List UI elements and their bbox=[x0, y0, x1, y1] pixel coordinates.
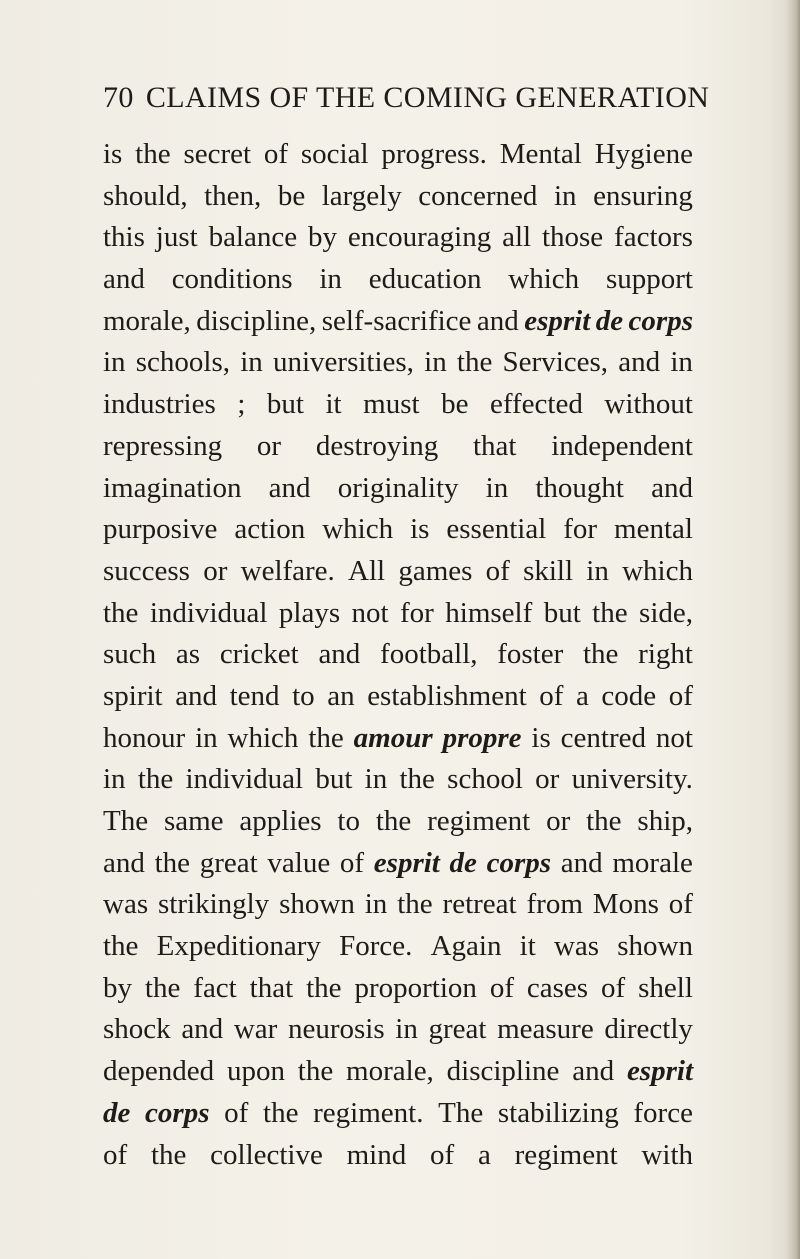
word: conditions bbox=[171, 263, 293, 296]
word: The bbox=[438, 1096, 484, 1129]
word: is bbox=[531, 721, 551, 754]
text-line bbox=[103, 926, 693, 968]
word: Hygiene bbox=[594, 138, 693, 170]
word: foster bbox=[497, 638, 564, 671]
word: mental bbox=[614, 513, 693, 546]
word: the bbox=[399, 763, 435, 796]
word: in bbox=[240, 346, 263, 379]
word: ensuring bbox=[593, 179, 693, 212]
word: and bbox=[268, 471, 311, 504]
text-line bbox=[103, 884, 693, 926]
text-line bbox=[103, 259, 693, 301]
word: effected bbox=[490, 388, 583, 421]
text-line bbox=[103, 134, 693, 176]
word: the bbox=[135, 138, 171, 170]
word: this bbox=[103, 221, 145, 254]
word: the bbox=[456, 346, 493, 379]
word: not bbox=[351, 596, 389, 629]
word: was bbox=[553, 930, 600, 963]
word: it bbox=[325, 388, 342, 421]
word: and bbox=[103, 846, 145, 879]
word: and bbox=[651, 471, 693, 504]
word: an bbox=[327, 679, 355, 712]
word: in bbox=[195, 721, 218, 754]
word: and bbox=[560, 846, 603, 879]
text-line bbox=[103, 176, 693, 218]
word: be bbox=[441, 388, 469, 421]
word: should, bbox=[103, 179, 188, 212]
word: imagination bbox=[103, 471, 242, 504]
page-edge-shadow bbox=[786, 0, 800, 1259]
word: same bbox=[163, 805, 224, 837]
word: Again bbox=[430, 930, 502, 963]
italic-word: corps bbox=[628, 304, 693, 337]
text-line bbox=[103, 551, 693, 593]
word: is bbox=[410, 513, 430, 546]
word: and bbox=[618, 346, 661, 379]
word: right bbox=[638, 638, 693, 671]
word: the bbox=[137, 763, 174, 796]
word: originality bbox=[337, 471, 459, 504]
word: for bbox=[563, 513, 598, 546]
word: ship, bbox=[637, 805, 693, 837]
word: and bbox=[175, 679, 218, 712]
word: shown bbox=[279, 888, 355, 921]
text-line bbox=[103, 759, 693, 801]
word: in bbox=[670, 346, 693, 379]
word: action bbox=[234, 513, 306, 546]
word: cases bbox=[526, 971, 589, 1004]
word: the bbox=[397, 888, 433, 921]
word: in bbox=[553, 179, 577, 212]
text-line bbox=[103, 342, 693, 384]
italic-word: esprit bbox=[626, 1055, 693, 1088]
word: destroying bbox=[315, 429, 439, 462]
word: shown bbox=[617, 930, 693, 963]
word: the bbox=[306, 971, 342, 1004]
text-line bbox=[103, 509, 693, 551]
word: or bbox=[203, 554, 228, 587]
word: purposive bbox=[103, 513, 218, 546]
word: regiment. bbox=[313, 1096, 424, 1129]
word: factors bbox=[614, 221, 693, 254]
word: in bbox=[103, 763, 126, 796]
word: of bbox=[485, 554, 510, 587]
word: encouraging bbox=[347, 221, 492, 254]
word: the bbox=[103, 596, 139, 629]
word: Services, bbox=[502, 346, 609, 379]
word: of bbox=[430, 1138, 455, 1171]
word: war bbox=[233, 1013, 278, 1046]
word: for bbox=[400, 596, 434, 629]
word: cricket bbox=[219, 638, 299, 671]
word: in bbox=[319, 263, 342, 296]
word: morale, bbox=[346, 1055, 434, 1088]
word: or bbox=[546, 805, 571, 837]
word: stabilizing bbox=[497, 1096, 619, 1129]
word: universities, bbox=[272, 346, 414, 379]
word: the bbox=[586, 805, 622, 837]
word: value bbox=[267, 846, 331, 879]
word: proportion bbox=[354, 971, 477, 1004]
word: code bbox=[601, 679, 657, 712]
word: morale, bbox=[103, 304, 191, 337]
word: The bbox=[103, 805, 149, 837]
text-line bbox=[103, 718, 693, 760]
word: independent bbox=[551, 429, 693, 462]
word: just bbox=[155, 221, 198, 254]
text-line bbox=[103, 1009, 693, 1051]
word: the bbox=[150, 1138, 187, 1171]
word: All bbox=[348, 554, 386, 587]
word: Mons bbox=[592, 888, 659, 921]
word: in bbox=[395, 1013, 418, 1046]
word: success bbox=[103, 554, 190, 587]
word: Force. bbox=[339, 930, 413, 963]
word: depended bbox=[103, 1055, 215, 1088]
word: in bbox=[586, 554, 609, 587]
page-number: 70 bbox=[103, 81, 134, 114]
word: it bbox=[519, 930, 536, 963]
text-line bbox=[103, 1135, 693, 1177]
word: the bbox=[297, 1055, 334, 1088]
italic-word: de bbox=[103, 1096, 131, 1129]
word: applies bbox=[239, 805, 322, 837]
word: football, bbox=[380, 638, 478, 671]
word: not bbox=[655, 721, 693, 754]
word: by bbox=[307, 221, 337, 254]
italic-word: propre bbox=[442, 721, 522, 754]
word: must bbox=[363, 388, 420, 421]
word: welfare. bbox=[240, 554, 335, 587]
text-line bbox=[103, 593, 693, 635]
word: to bbox=[337, 805, 360, 837]
word: or bbox=[535, 763, 560, 796]
word: which bbox=[322, 513, 394, 546]
word: and bbox=[181, 1013, 224, 1046]
word: was bbox=[103, 888, 149, 921]
word: of bbox=[539, 679, 564, 712]
word: thought bbox=[535, 471, 624, 504]
word: the bbox=[375, 805, 412, 837]
word: and bbox=[476, 304, 519, 337]
word: schools, bbox=[135, 346, 231, 379]
text-line bbox=[103, 801, 693, 843]
word: that bbox=[249, 971, 294, 1004]
word: to bbox=[292, 679, 315, 712]
word: retreat bbox=[442, 888, 517, 921]
word: university. bbox=[571, 763, 693, 796]
word: upon bbox=[226, 1055, 285, 1088]
word: shock bbox=[103, 1013, 171, 1046]
word: or bbox=[256, 429, 282, 462]
word: Mental bbox=[499, 138, 582, 170]
word: as bbox=[175, 638, 201, 671]
word: neurosis bbox=[287, 1013, 385, 1046]
italic-word: de bbox=[595, 304, 624, 337]
italic-word: esprit bbox=[373, 846, 440, 879]
word: of bbox=[668, 888, 693, 921]
text-line bbox=[103, 384, 693, 426]
word: spirit bbox=[103, 679, 163, 712]
italic-word: amour bbox=[353, 721, 433, 754]
word: great bbox=[199, 846, 258, 879]
word: side, bbox=[639, 596, 693, 629]
word: that bbox=[473, 429, 517, 462]
word: plays bbox=[278, 596, 341, 629]
word: such bbox=[103, 638, 157, 671]
word: the bbox=[154, 846, 191, 879]
word: centred bbox=[560, 721, 647, 754]
word: largely bbox=[321, 179, 402, 212]
text-line bbox=[103, 676, 693, 718]
body-text bbox=[103, 134, 693, 1176]
word: measure bbox=[497, 1013, 594, 1046]
word: discipline, bbox=[196, 304, 317, 337]
word: games bbox=[398, 554, 473, 587]
word: of bbox=[103, 1138, 128, 1171]
word: shell bbox=[638, 971, 693, 1004]
word: mind bbox=[346, 1138, 407, 1171]
word: and bbox=[572, 1055, 615, 1088]
word: without bbox=[604, 388, 693, 421]
word: which bbox=[622, 554, 693, 587]
word: then, bbox=[204, 179, 262, 212]
word: and bbox=[318, 638, 361, 671]
running-title: CLAIMS OF THE COMING GENERATION bbox=[145, 81, 710, 114]
word: great bbox=[428, 1013, 487, 1046]
word: social bbox=[300, 138, 369, 170]
word: which bbox=[227, 721, 299, 754]
word: a bbox=[575, 679, 589, 712]
word: strikingly bbox=[158, 888, 270, 921]
italic-word: corps bbox=[145, 1096, 210, 1129]
word: from bbox=[526, 888, 583, 921]
word: of bbox=[489, 971, 514, 1004]
word: the bbox=[144, 971, 181, 1004]
word: directly bbox=[604, 1013, 693, 1046]
word: support bbox=[605, 263, 693, 296]
word: industries bbox=[103, 388, 216, 421]
word: tend bbox=[229, 679, 280, 712]
word: of bbox=[224, 1096, 249, 1129]
text-line bbox=[103, 217, 693, 259]
word: school bbox=[447, 763, 523, 796]
word: skill bbox=[523, 554, 574, 587]
word: but bbox=[315, 763, 353, 796]
word: in bbox=[424, 346, 447, 379]
word: morale bbox=[612, 846, 693, 879]
word: balance bbox=[208, 221, 298, 254]
word: himself bbox=[445, 596, 533, 629]
word: secret bbox=[183, 138, 252, 170]
text-line bbox=[103, 1093, 693, 1135]
word: education bbox=[368, 263, 482, 296]
word: the bbox=[308, 721, 344, 754]
word: fact bbox=[193, 971, 237, 1004]
word: a bbox=[477, 1138, 491, 1171]
italic-word: de bbox=[449, 846, 477, 879]
word: of bbox=[601, 971, 626, 1004]
word: individual bbox=[149, 596, 268, 629]
word: ; bbox=[237, 388, 246, 421]
text-line bbox=[103, 843, 693, 885]
text-line bbox=[103, 301, 693, 343]
text-line bbox=[103, 426, 693, 468]
word: of bbox=[339, 846, 365, 879]
word: regiment bbox=[427, 805, 531, 837]
word: be bbox=[277, 179, 306, 212]
word: all bbox=[502, 221, 532, 254]
word: progress. bbox=[381, 138, 487, 170]
running-head bbox=[103, 78, 710, 118]
word: concerned bbox=[418, 179, 538, 212]
word: discipline bbox=[446, 1055, 560, 1088]
word: the bbox=[263, 1096, 299, 1129]
word: which bbox=[508, 263, 580, 296]
word: individual bbox=[185, 763, 304, 796]
word: Expeditionary bbox=[156, 930, 321, 963]
word: with bbox=[641, 1138, 693, 1171]
word: essential bbox=[446, 513, 547, 546]
text-line bbox=[103, 1051, 693, 1093]
italic-word: esprit bbox=[524, 304, 591, 337]
text-line bbox=[103, 468, 693, 510]
word: those bbox=[541, 221, 604, 254]
word: but bbox=[266, 388, 304, 421]
word: of bbox=[263, 138, 289, 170]
word: by bbox=[103, 971, 132, 1004]
word: and bbox=[103, 263, 145, 296]
word: of bbox=[668, 679, 693, 712]
word: in bbox=[485, 471, 509, 504]
text-line bbox=[103, 968, 693, 1010]
italic-word: corps bbox=[486, 846, 552, 879]
word: force bbox=[633, 1096, 693, 1129]
word: regiment bbox=[514, 1138, 618, 1171]
word: repressing bbox=[103, 429, 223, 462]
word: the bbox=[583, 638, 619, 671]
word: in bbox=[364, 763, 388, 796]
word: but bbox=[543, 596, 581, 629]
word: establishment bbox=[367, 679, 527, 712]
word: honour bbox=[103, 721, 186, 754]
word: in bbox=[103, 346, 126, 379]
word: the bbox=[103, 930, 139, 963]
text-line bbox=[103, 634, 693, 676]
word: the bbox=[592, 596, 628, 629]
word: collective bbox=[210, 1138, 323, 1171]
word: self-sacrifice bbox=[321, 304, 472, 337]
word: is bbox=[103, 138, 123, 170]
word: in bbox=[364, 888, 388, 921]
